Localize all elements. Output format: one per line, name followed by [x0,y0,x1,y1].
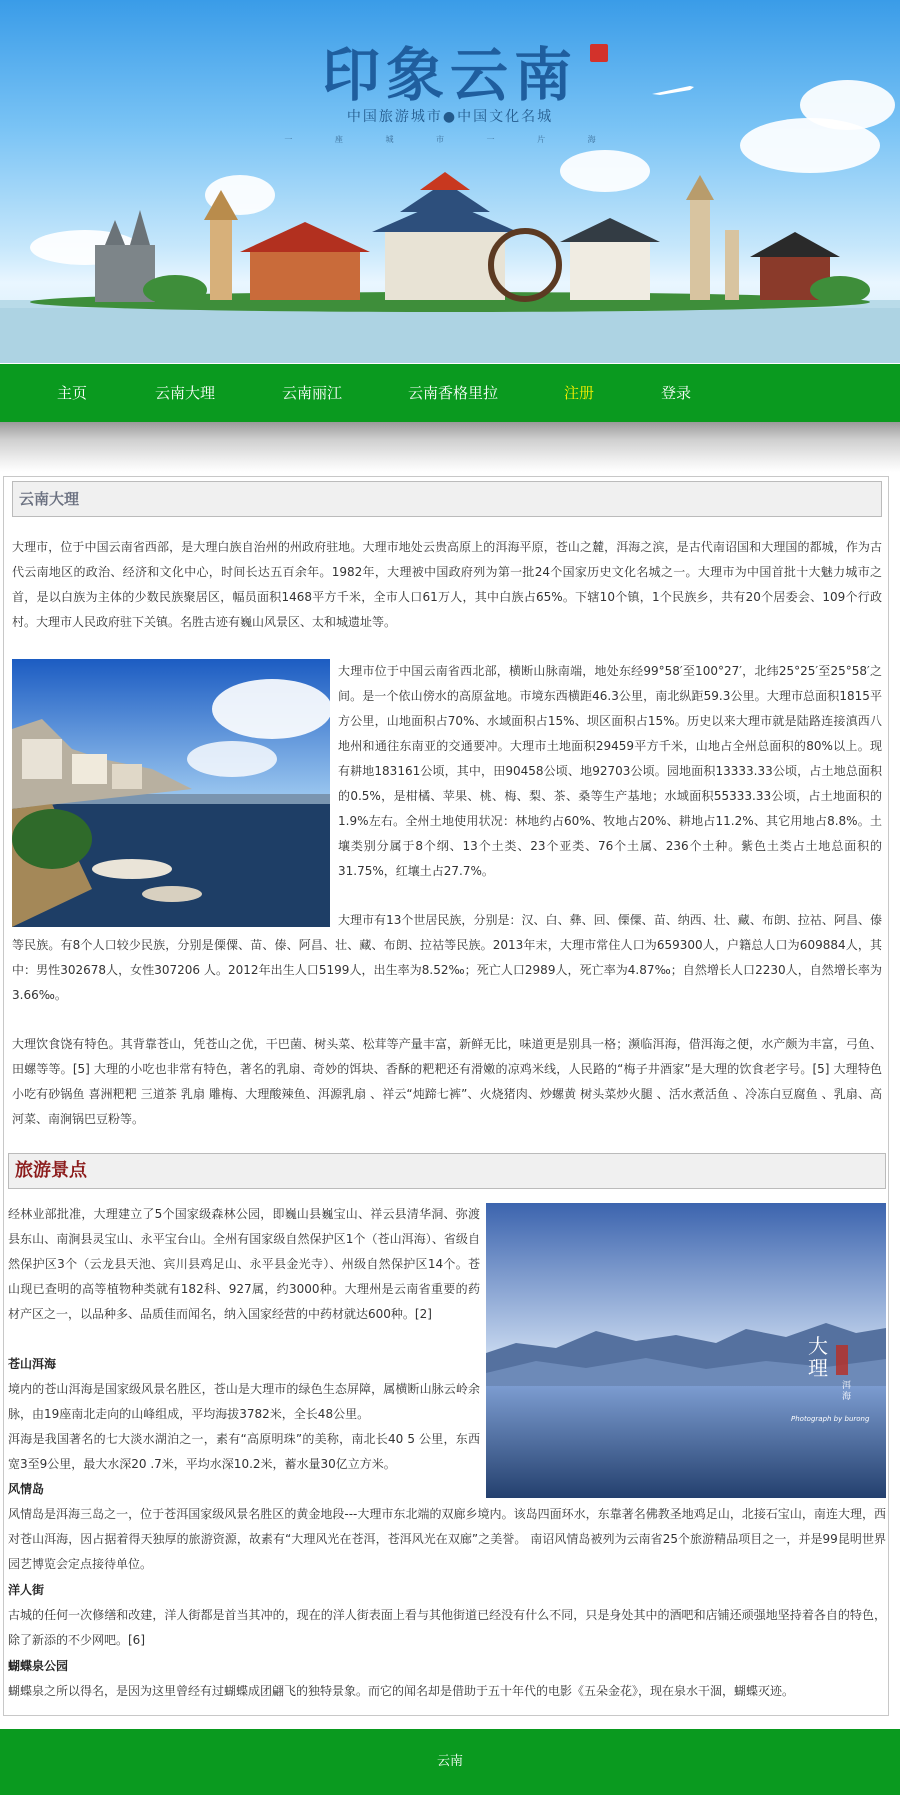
nav-home[interactable]: 主页 [57,384,88,402]
paragraph: 大理饮食饶有特色。其背靠苍山，凭苍山之优，干巴菌、树头菜、松茸等产量丰富，新鲜无比，味道更是别具一格；濒临洱海，借洱海之便，水产颇为丰富，弓鱼、田螺等等。[5] 大理的小吃也非常有特色，著名的乳扇、奇妙的饵块、香酥的粑粑还有滑嫩的凉鸡米线，人民路的“梅子井酒家”是大理的饮食老字号。[5] 大理特色小吃有砂锅鱼 喜洲粑粑 三道茶 乳扇 雕梅、大理酸辣鱼、洱源乳扇 、祥云“炖蹄七裤”、火烧猪肉、炒螺黄 树头菜炒火腿 、活水煮活鱼 、冷冻白豆腐鱼 、乳扇、高河菜、南涧锅巴豆粉等。 [12,1037,882,1126]
footer [0,1729,900,1795]
section-heading-dali [12,481,882,517]
paragraph: 古城的任何一次修缮和改建，洋人街都是首当其冲的，现在的洋人街表面上看与其他街道已经没有什么不同，只是身处其中的酒吧和店铺还顽强地坚持着各自的特色，除了新添的不少网吧。[6] [8,1608,886,1647]
section-heading-tourism [8,1153,886,1189]
photo-caption-small: 洱海 [842,1381,852,1402]
subheading-cangshan: 苍山洱海 [8,1357,57,1371]
main-nav [0,364,900,422]
photo-seal-icon [836,1345,848,1375]
banner-title: 印象云南 [321,41,578,109]
nav-login[interactable]: 登录 [661,384,692,402]
seal-icon [590,44,608,62]
section-title: 旅游景点 [15,1160,87,1181]
subheading-butterfly: 蝴蝶泉公园 [8,1659,69,1673]
banner-tagline: 一 座 城 市 一 片 海 [284,135,616,144]
section-title: 云南大理 [19,490,80,508]
paragraph: 洱海是我国著名的七大淡水湖泊之一，素有“高原明珠”的美称，南北长40 5 公里，东西宽3至9公里，最大水深20 .7米，平均水深10.2米，蓄水量30亿立方米。 [8,1432,480,1471]
dali-lakeside-photo [12,659,330,927]
landmarks-illustration [0,160,900,363]
nav-dali[interactable]: 云南大理 [155,384,216,402]
paragraph: 境内的苍山洱海是国家级风景名胜区，苍山是大理市的绿色生态屏障，属横断山脉云岭余脉，由19座南北走向的山峰组成，平均海拔3782米，全长48公里。 [8,1382,480,1421]
paragraph: 大理市有13个世居民族，分别是：汉、白、彝、回、傈僳、苗、纳西、壮、藏、布朗、拉祜、阿昌、傣等民族。有8个人口较少民族，分别是傈僳、苗、傣、阿昌、壮、藏、布朗、拉祜等民族。2013年末，大理市常住人口为659300人，户籍总人口为609884人，其中：男性302678人，女性307206 人。2012年出生人口5199人，出生率为8.52‰；死亡人口2989人，死亡率为4.87‰；自然增长人口2230人，自然增长率为3.66‰。 [12,913,882,1002]
header-banner [0,0,900,363]
banner-subtitle: 中国旅游城市●中国文化名城 [346,109,554,125]
paragraph: 经林业部批准，大理建立了5个国家级森林公园，即巍山县巍宝山、祥云县清华洞、弥渡县东山、南涧县灵宝山、永平宝台山。全州有国家级自然保护区1个（苍山洱海）、省级自然保护区3个（云龙县天池、宾川县鸡足山、永平县金光寺）、州级自然保护区14个。苍山现已查明的高等植物种类就有182科、927属，约3000种。大理州是云南省重要的药材产区之一，以品种多、品质佳而闻名，纳入国家经营的中药材就达600种。[2] [8,1207,480,1321]
photo-caption-large: 大理 [808,1334,828,1380]
airplane-icon [650,82,695,98]
nav-shangri-la[interactable]: 云南香格里拉 [408,384,499,402]
subheading-fengqing: 风情岛 [8,1482,45,1496]
photo-credit: Photograph by burong [791,1415,870,1423]
nav-lijiang[interactable]: 云南丽江 [282,384,343,402]
paragraph: 风情岛是洱海三岛之一，位于苍洱国家级风景名胜区的黄金地段---大理市东北端的双廊乡境内。该岛四面环水，东靠著名佛教圣地鸡足山，北接石宝山，南连大理，西对苍山洱海，因占据着得天独厚的旅游资源，故素有“大理风光在苍洱，苍洱风光在双廊”之美誉。 南诏风情岛被列为云南省25个旅游精品项目之一，并是99昆明世界园艺博览会定点接待单位。 [8,1507,886,1571]
paragraph: 大理市，位于中国云南省西部，是大理白族自治州的州政府驻地。大理市地处云贵高原上的洱海平原，苍山之麓，洱海之滨，是古代南诏国和大理国的都城，作为古代云南地区的政治、经济和文化中心，时间长达五百余年。1982年，大理被中国政府列为第一批24个国家历史文化名城之一。大理市为中国首批十大魅力城市之首，是以白族为主体的少数民族聚居区，幅员面积1468平方千米，全市人口61万人，其中白族占65%。下辖10个镇，1个民族乡，共有20个居委会、109个行政村。大理市人民政府驻下关镇。名胜古迹有巍山风景区、太和城遗址等。 [12,540,882,629]
footer-text: 云南 [436,1754,463,1769]
nav-shadow [0,422,900,472]
subheading-yangren: 洋人街 [8,1583,45,1597]
erhai-lake-photo [486,1203,886,1498]
paragraph: 大理市位于中国云南省西北部，横断山脉南端，地处东经99°58′至100°27′，北纬25°25′至25°58′之间。是一个依山傍水的高原盆地。市境东西横距46.3公里，南北纵距59.3公里。大理市总面积1815平方公里，山地面积占70%、水域面积占15%、坝区面积占15%。历史以来大理市就是陆路连接滇西八地州和通往东南亚的交通要冲。大理市土地面积29459平方千米，山地占全州总面积的80%以上。现有耕地183161公顷，其中，田90458公顷、地92703公顷。园地面积13333.33公顷，占土地总面积的0.5%，是柑橘、苹果、桃、梅、梨、茶、桑等生产基地；水域面积55333.33公顷，占土地面积的1.9%左右。全州土地使用状况：林地约占60%、牧地占20%、耕地占11.2%、其它用地占8.8%。土壤类别分属于8个纲、13个土类、23个亚类、76个土属、236个土种。紫色土类占土地总面积的31.75%，红壤土占27.7%。 [338,664,882,878]
paragraph: 蝴蝶泉之所以得名，是因为这里曾经有过蝴蝶成团翩飞的独特景象。而它的闻名却是借助于五十年代的电影《五朵金花》，现在泉水干涸，蝴蝶灭迹。 [8,1684,795,1698]
nav-register[interactable]: 注册 [564,384,595,402]
main-content [3,476,889,1716]
